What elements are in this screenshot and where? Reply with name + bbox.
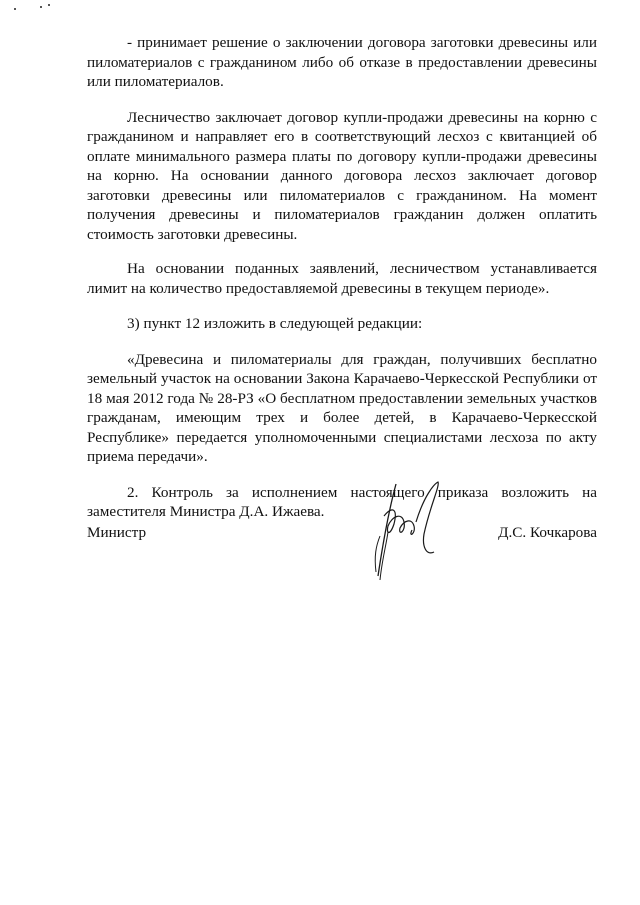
signer-name: Д.С. Кочкарова [498, 524, 597, 541]
scan-speck [48, 4, 50, 6]
paragraph-forestry-contract: Лесничество заключает договор купли-продажи древесины на корню с гражданином и направляет его в соответствующий лесхоз с квитанцией об оплате минимального размера платы по договору купли-продажи древесины на корню. На основании данного договора лесхоз заключает договор заготовки древесины или пиломатериалов с гражданином. На момент получения древесины и пиломатериалов гражданин должен оплатить стоимость заготовки древесины. [87, 108, 597, 243]
paragraph-control: 2. Контроль за исполнением настоящего приказа возложить на заместителя Министра Д.А. Ижаева. [87, 483, 597, 520]
scan-speck [14, 8, 16, 10]
signer-position: Министр [87, 524, 147, 541]
paragraph-decision-clause: - принимает решение о заключении договора заготовки древесины или пиломатериалов с гражданином либо об отказе в предоставлении древесины или пиломатериалов. [87, 34, 597, 90]
scan-speck [40, 6, 42, 8]
body-text [87, 33, 597, 537]
paragraph-limit: На основании поданных заявлений, лесничеством устанавливается лимит на количество предоставляемой древесины в текущем периоде». [87, 260, 597, 297]
paragraph-item-12-text: «Древесина и пиломатериалы для граждан, получивших бесплатно земельный участок на основании Закона Карачаево-Черкесской Республики от 18 мая 2012 года № 28-РЗ «О бесплатном предоставлении земельных участков гражданам, имеющим трех и более детей, в Карачаево-Черкесской Республике» передается уполномоченными специалистами лесхоза по акту приема передачи». [87, 350, 597, 465]
handwritten-signature [368, 476, 458, 586]
paragraph-item-12-intro: 3) пункт 12 изложить в следующей редакции: [127, 315, 423, 332]
